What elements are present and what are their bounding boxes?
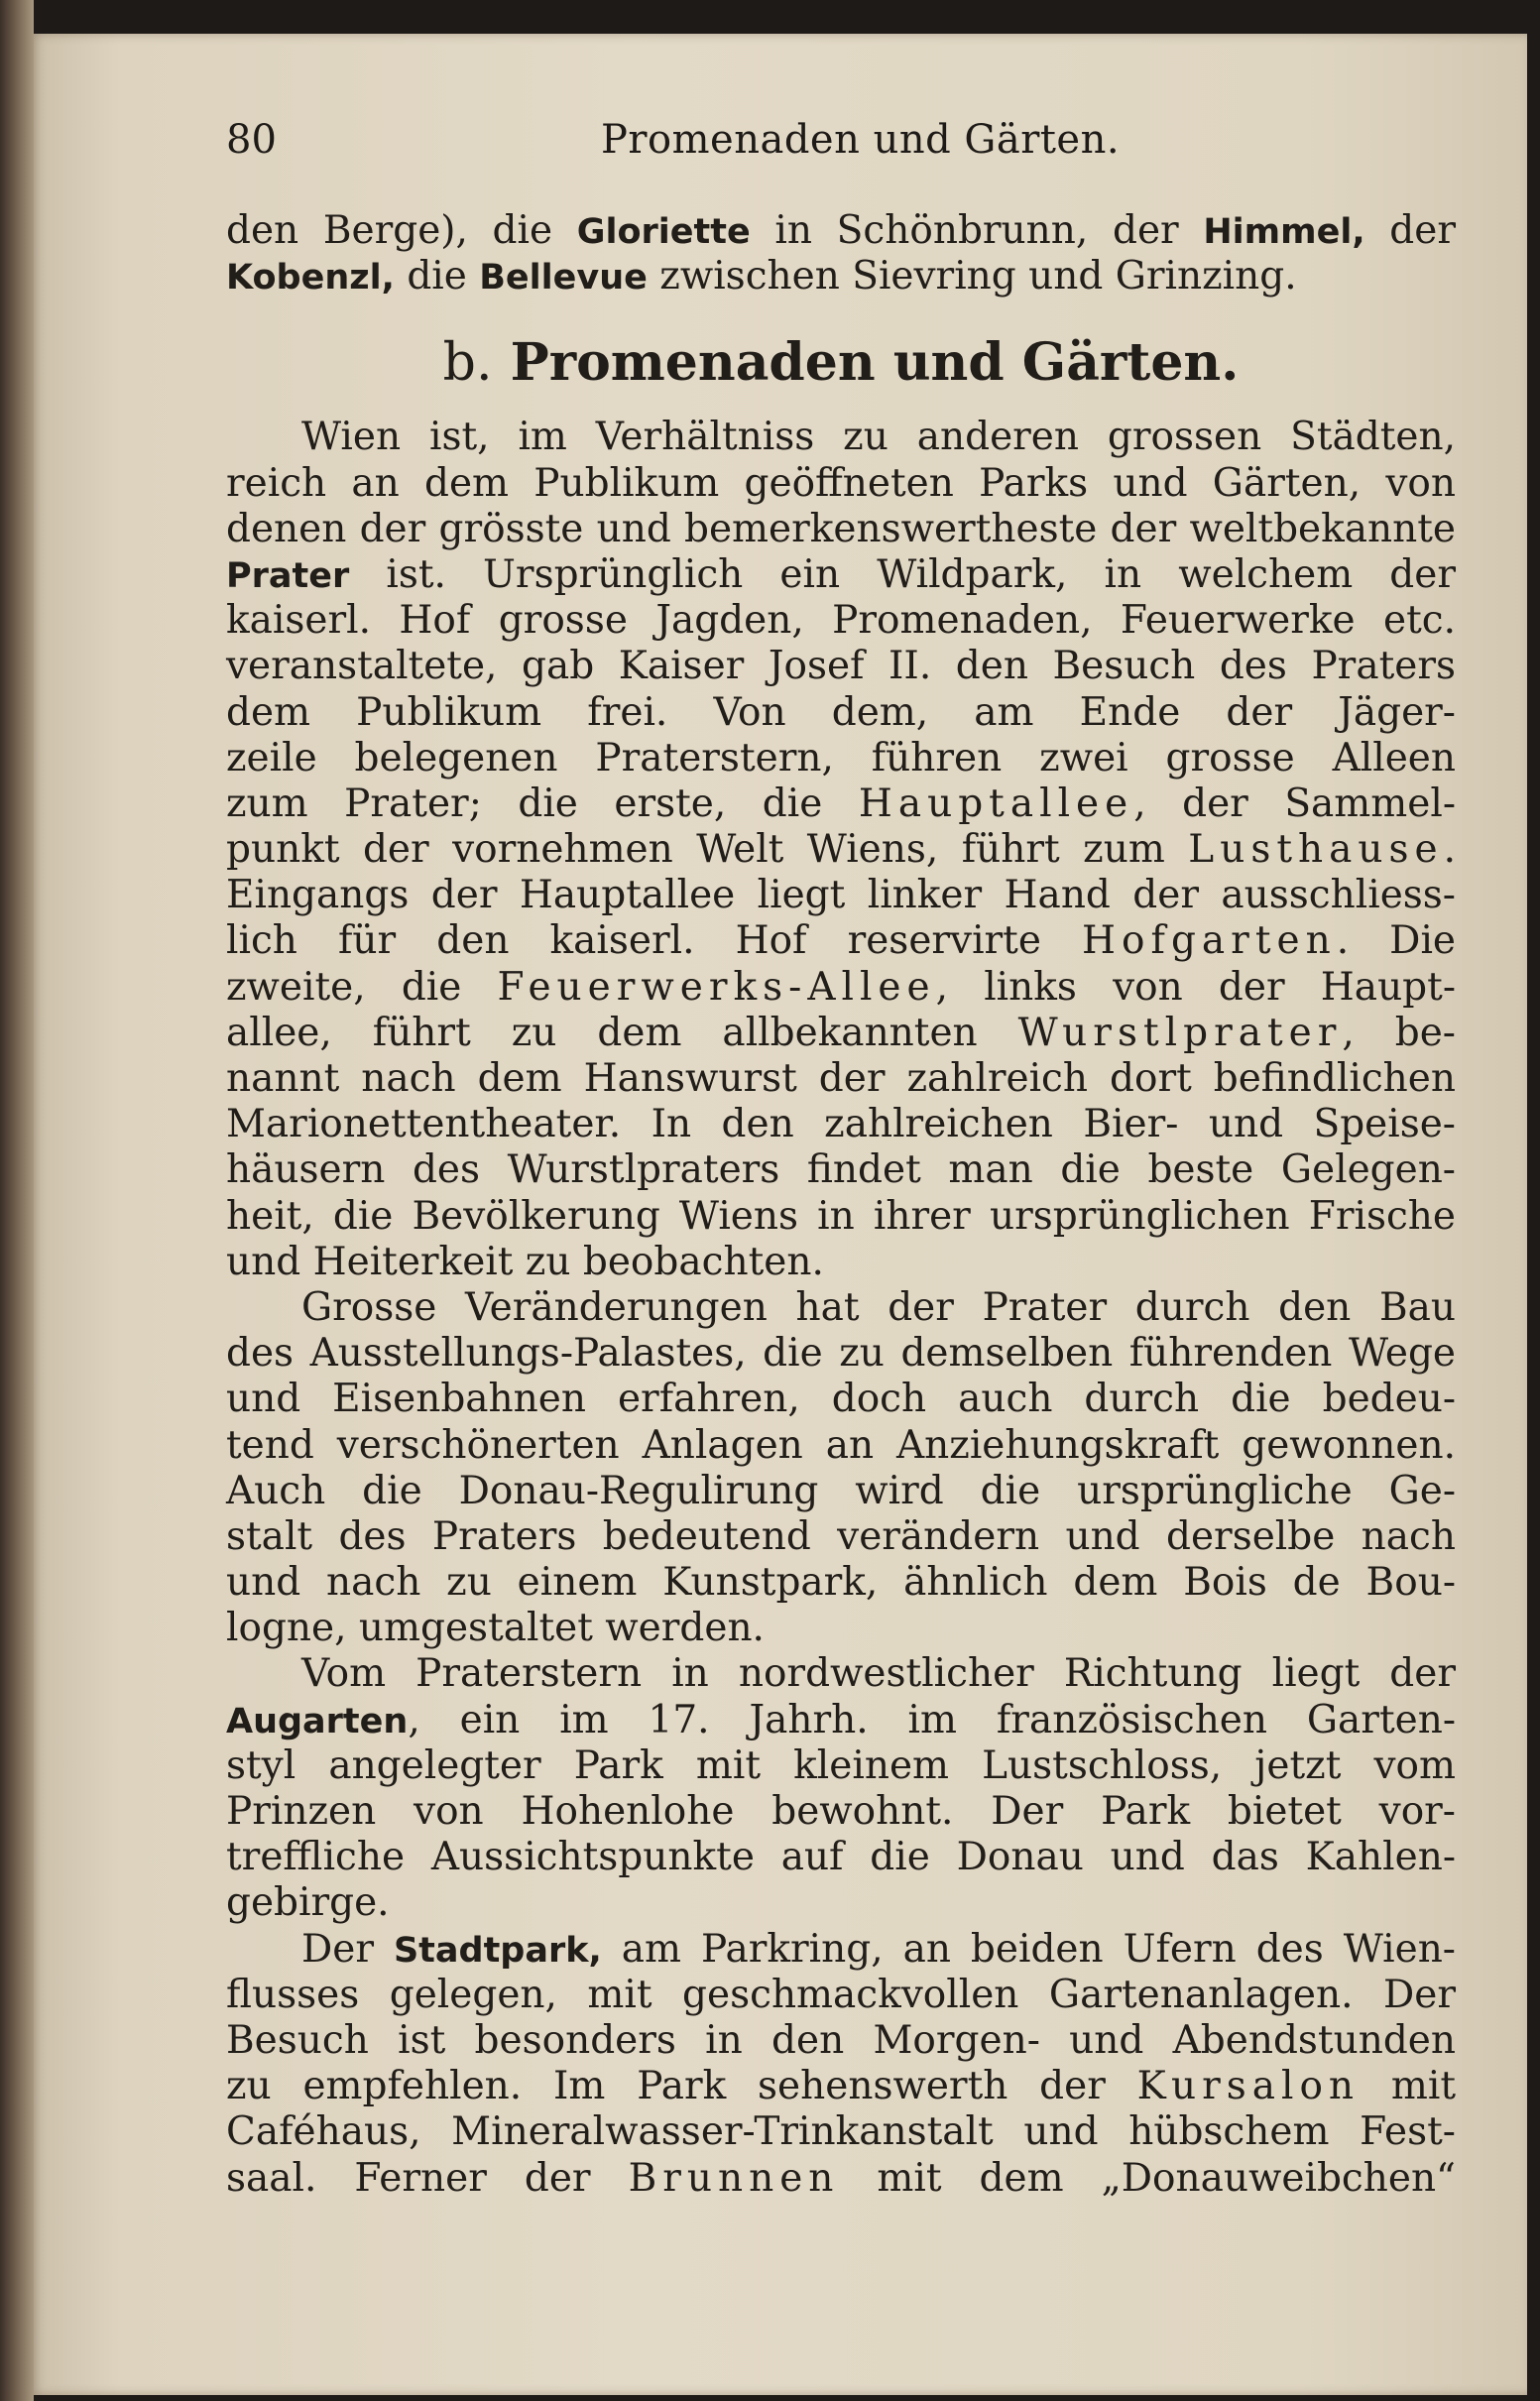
place-name: Himmel, <box>1203 212 1365 252</box>
text-line: reich an dem Publikum geöffneten Parks und Gärten, von <box>226 460 1456 506</box>
text-line: Prinzen von Hohenlohe bewohnt. Der Park bietet vor- <box>226 1789 1456 1834</box>
spaced-term: Hauptallee <box>858 780 1134 826</box>
text-line: Grosse Veränderungen hat der Prater durch den Bau <box>301 1284 1456 1330</box>
text-line: zu empfehlen. Im Park sehenswerth der Kursalon mit <box>226 2064 1456 2109</box>
text-line: und nach zu einem Kunstpark, ähnlich dem Bois de Bou- <box>226 1560 1456 1606</box>
place-name: Bellevue <box>479 258 648 299</box>
text-line: Prater ist. Ursprünglich ein Wildpark, in welchem der <box>226 551 1456 597</box>
page-number: 80 <box>226 117 277 163</box>
text-line: häusern des Wurstlpraters findet man die beste Gelegen- <box>226 1147 1456 1193</box>
text-line: den Berge), die Gloriette in Schönbrunn, der Himmel, der <box>226 208 1456 253</box>
section-title: Promenaden und Gärten. <box>510 332 1240 394</box>
text-line: und Eisenbahnen erfahren, doch auch durch die bedeu- <box>226 1377 1456 1422</box>
spaced-term: Feuerwerks-Allee <box>497 964 936 1010</box>
place-name: Stadtpark, <box>393 1930 602 1971</box>
text-line: saal. Ferner der Brunnen mit dem „Donauweibchen“ <box>226 2155 1456 2201</box>
book-binding <box>0 0 34 2401</box>
text-line: dem Publikum frei. Von dem, am Ende der Jäger- <box>226 689 1456 735</box>
text-line: heit, die Bevölkerung Wiens in ihrer ursprünglichen Frische <box>226 1193 1456 1239</box>
text-line: flusses gelegen, mit geschmackvollen Gartenanlagen. Der <box>226 1972 1456 2017</box>
text-line: und Heiterkeit zu beobachten. <box>226 1239 824 1284</box>
text-line: gebirge. <box>226 1880 390 1926</box>
body-text <box>226 208 1456 2202</box>
text-line: punkt der vornehmen Welt Wiens, führt zum Lusthause. <box>226 827 1456 873</box>
text-line: kaiserl. Hof grosse Jagden, Promenaden, Feuerwerke etc. <box>226 598 1456 644</box>
section-letter: b. <box>442 333 493 394</box>
text-line: Besuch ist besonders in den Morgen- und Abendstunden <box>226 2017 1456 2063</box>
spaced-term: Wurstlprater <box>1017 1010 1343 1055</box>
place-name: Kobenzl, <box>226 258 395 299</box>
text-line: Augarten, ein im 17. Jahrh. im französischen Garten- <box>226 1697 1456 1742</box>
text-line: allee, führt zu dem allbekannten Wurstlprater, be- <box>226 1010 1456 1055</box>
text-line: stalt des Praters bedeutend verändern und derselbe nach <box>226 1513 1456 1559</box>
place-name: Prater <box>226 555 350 596</box>
text-line: denen der grösste und bemerkenswertheste der weltbekannte <box>226 506 1456 551</box>
text-line: des Ausstellungs-Palastes, die zu demselben führenden Wege <box>226 1331 1456 1377</box>
text-line: styl angelegter Park mit kleinem Lustschloss, jetzt vom <box>226 1742 1456 1788</box>
page-header <box>226 117 1456 177</box>
text-line: Wien ist, im Verhältniss zu anderen grossen Städten, <box>301 415 1456 460</box>
place-name: Augarten <box>226 1701 409 1741</box>
spaced-term: Brunnen <box>628 2155 840 2201</box>
spaced-term: Lusthause <box>1188 827 1444 873</box>
text-line: zweite, die Feuerwerks-Allee, links von der Haupt- <box>226 964 1456 1010</box>
text-line: Eingangs der Hauptallee liegt linker Hand der ausschliess- <box>226 873 1456 918</box>
text-line: logne, umgestaltet werden. <box>226 1606 765 1651</box>
text-line: lich für den kaiserl. Hof reservirte Hofgarten. Die <box>226 918 1456 964</box>
section-heading <box>226 327 1456 399</box>
running-head: Promenaden und Gärten. <box>601 117 1121 163</box>
text-line: Auch die Donau-Regulirung wird die ursprüngliche Ge- <box>226 1468 1456 1513</box>
text-line: Caféhaus, Mineralwasser-Trinkanstalt und hübschem Fest- <box>226 2109 1456 2155</box>
text-line: tend verschönerten Anlagen an Anziehungskraft gewonnen. <box>226 1422 1456 1468</box>
text-line: veranstaltete, gab Kaiser Josef II. den Besuch des Praters <box>226 644 1456 689</box>
spaced-term: Hofgarten <box>1082 918 1337 964</box>
text-line: zeile belegenen Praterstern, führen zwei grosse Alleen <box>226 735 1456 780</box>
text-line: Marionettentheater. In den zahlreichen Bier- und Speise- <box>226 1102 1456 1147</box>
text-line: treffliche Aussichtspunkte auf die Donau und das Kahlen- <box>226 1835 1456 1880</box>
place-name: Gloriette <box>576 212 751 252</box>
spaced-term: Kursalon <box>1136 2064 1361 2109</box>
text-line: Kobenzl, die Bellevue zwischen Sievring und Grinzing. <box>226 254 1297 300</box>
text-line: nannt nach dem Hanswurst der zahlreich dort befindlichen <box>226 1056 1456 1101</box>
text-line: zum Prater; die erste, die Hauptallee, der Sammel- <box>226 780 1456 826</box>
text-line: Vom Praterstern in nordwestlicher Richtung liegt der <box>301 1651 1456 1697</box>
text-line: Der Stadtpark, am Parkring, an beiden Ufern des Wien- <box>301 1926 1456 1972</box>
